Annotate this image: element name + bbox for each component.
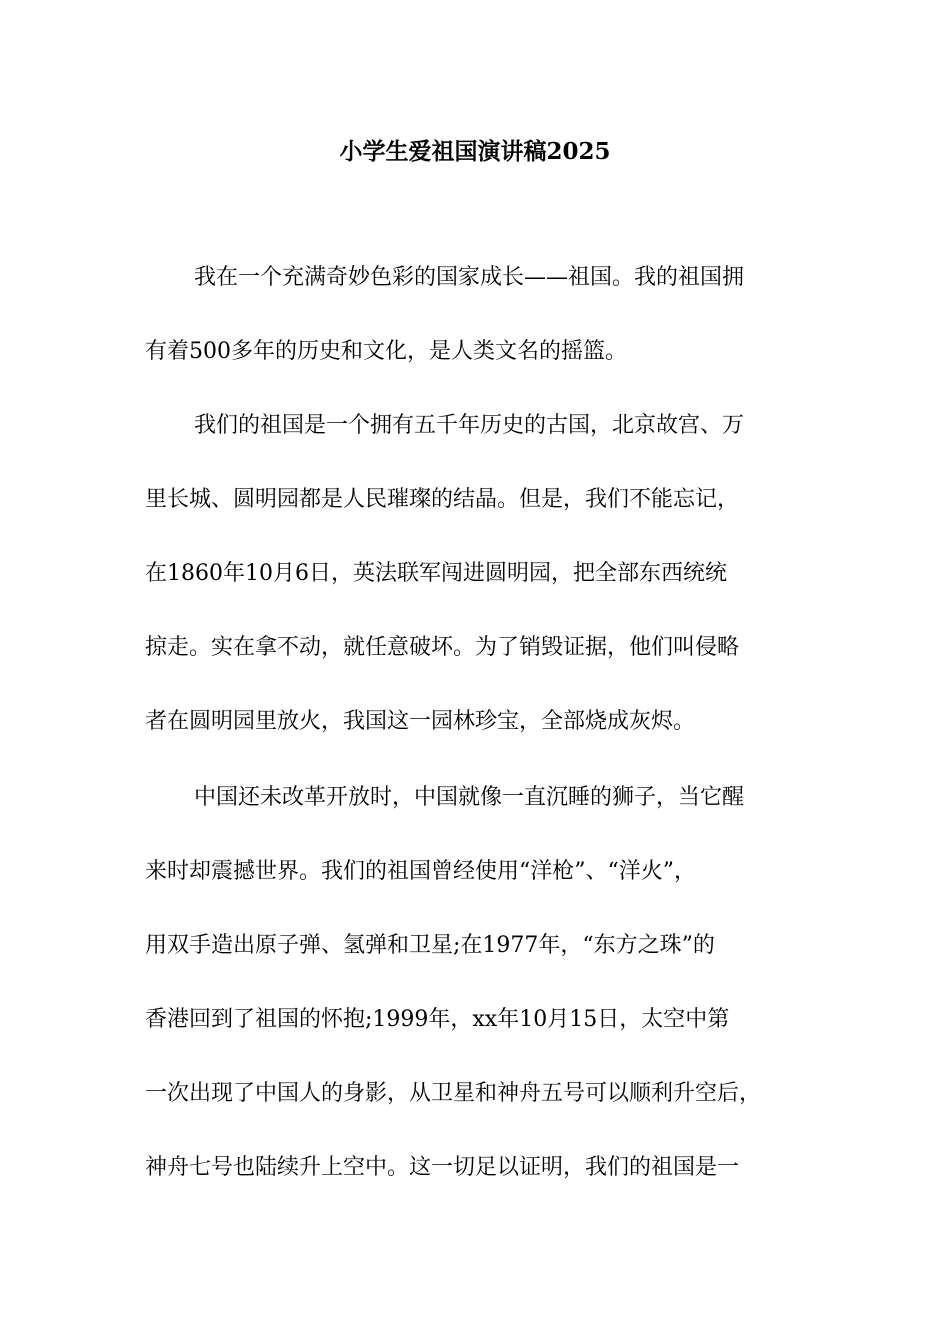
text-line: 中国还未改革开放时，中国就像一直沉睡的狮子，当它醒 <box>194 785 745 810</box>
text-line: 我们的祖国是一个拥有五千年历史的古国，北京故宫、万 <box>194 413 745 438</box>
text-line: 者在圆明园里放火，我国这一园林珍宝，全部烧成灰烬。 <box>145 709 696 734</box>
text-line: 我在一个充满奇妙色彩的国家成长——祖国。我的祖国拥 <box>194 265 745 290</box>
text-line: 用双手造出原子弹、氢弹和卫星;在1977年，“东方之珠”的 <box>145 933 715 958</box>
text-line: 在1860年10月6日，英法联军闯进圆明园，把全部东西统统 <box>145 561 727 586</box>
text-line: 来时却震撼世界。我们的祖国曾经使用“洋枪”、“洋火”， <box>145 859 696 884</box>
text-line: 里长城、圆明园都是人民璀璨的结晶。但是，我们不能忘记， <box>145 487 740 512</box>
text-line: 神舟七号也陆续升上空中。这一切足以证明，我们的祖国是一 <box>145 1155 740 1180</box>
document-title: 小学生爱祖国演讲稿2025 <box>339 138 611 165</box>
text-line: 一次出现了中国人的身影，从卫星和神舟五号可以顺利升空后， <box>145 1081 762 1106</box>
text-line: 有着500多年的历史和文化，是人类文名的摇篮。 <box>145 339 627 364</box>
text-line: 香港回到了祖国的怀抱;1999年，xx年10月15日，太空中第 <box>145 1007 730 1032</box>
text-line: 掠走。实在拿不动，就任意破坏。为了销毁证据，他们叫侵略 <box>145 635 740 660</box>
